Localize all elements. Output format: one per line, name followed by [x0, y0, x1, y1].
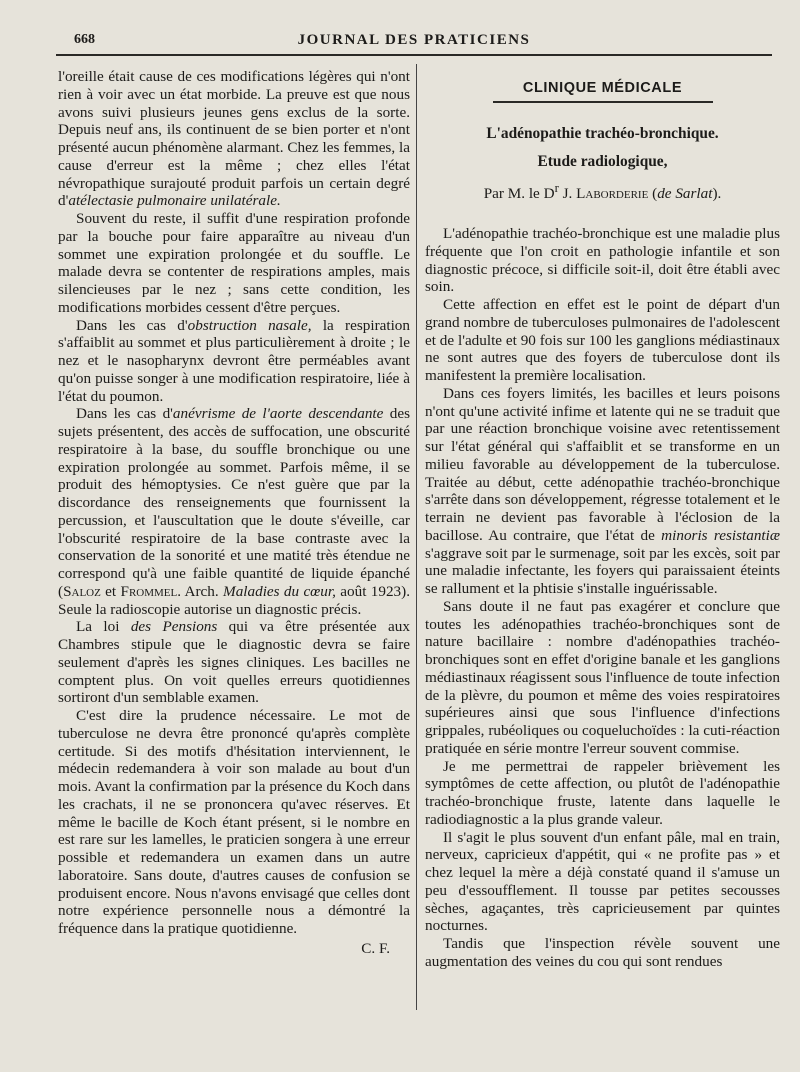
paragraph: La loi des Pensions qui va être présentée aux Chambres stipule que le diagnostic devra se faire seulement d'après les signes cliniques. Les bacilles ne comptent plus. On voit quelles erreurs quotidiennes sortiront d'un semblable examen. — [58, 618, 410, 707]
byline: Par M. le $D^r$ J. Laborderie (de Sarlat). — [483, 181, 722, 203]
running-title: JOURNAL DES PRATICIENS — [297, 32, 531, 48]
column-divider — [416, 64, 417, 1010]
paragraph: Sans doute il ne faut pas exagérer et conclure que toutes les adénopathies trachéo-bronchiques sont de nature bacillaire : nombre d'adénopathies trachéo-bronchiques sont en effet d'origine banale et les ganglions médiastinaux réagissent sous l'influence de toute infection de la plèvre, du poumon et même des voies respiratoires supérieures ainsi que sous l'influence d'infections grippales, rubéoliques ou coqueluchoïdes : la cuti-réaction pratiquée en série montre l'erreur souvent commise. — [425, 597, 780, 757]
paragraph: Tandis que l'inspection révèle souvent une augmentation des veines du cou qui sont rendues — [425, 935, 780, 970]
article-title: L'adénopathie trachéo-bronchique. — [486, 124, 719, 142]
paragraph: L'adénopathie trachéo-bronchique est une maladie plus fréquente que l'on croit en pathologie infantile et son diagnostic précoce, si difficile soit-il, doit être établi avec soin. — [425, 225, 780, 296]
left-column — [58, 68, 410, 1072]
paragraph: Dans ces foyers limités, les bacilles et leurs poisons n'ont qu'une activité infime et latente qui ne se traduit que par une réaction bronchique voisine avec retentissement sur l'état général qui s'affaiblit et se transforme en un milieu favorable au développement de la tuberculose. Traitée au début, cette adénopathie trachéo-bronchique s'arrête dans son développement, régresse totalement et le terrain ne devient pas favorable à l'éclosion de la bacillose. Au contraire, que l'état de minoris resistantiæ s'aggrave soit par le surmenage, soit par les excès, soit par une maladie infectante, les foyers qui paraissaient éteints se rallument et la phtisie s'installe inguérissable. — [425, 384, 780, 598]
section-title: CLINIQUE MÉDICALE — [493, 78, 713, 103]
paragraph: Cette affection en effet est le point de départ d'un grand nombre de tuberculoses pulmonaires de l'adolescent et de l'adulte et 90 fois sur 100 les ganglions médiastinaux ne sont autres que des foyers de tuberculose dont ils manifestent la première localisation. — [425, 296, 780, 385]
article-subtitle: Etude radiologique, — [537, 152, 668, 170]
paragraph: Dans les cas d'anévrisme de l'aorte descendante des sujets présentent, des accès de suffocation, une obscurité respiratoire à la base, du souffle bronchique ou une expiration prolongée au sommet. Parfois même, il se produit des hémoptysies. Ce n'est guère que par la discordance des renseignements que fournissent la percussion, et l'auscultation que le doute s'éveille, car l'obscurité respiratoire de la base contraste avec la conservation de la sonorité et une matité très étendue ne correspond qu'à une faible quantité de liquide épanché (Saloz et Frommel. Arch. Maladies du cœur, août 1923). Seule la radioscopie autorise un diagnostic précis. — [58, 405, 411, 618]
paragraph: C'est dire la prudence nécessaire. Le mot de tuberculose ne devra être prononcé qu'après complète certitude. Si des motifs d'hésitation interviennent, le médecin redemandera à voir son malade au bout d'un mois. Avant la confirmation par la présence du Koch dans les crachats, il ne se prononcera qu'avec réserves. Et même le bacille de Koch étant présent, si le nombre en est rare sur les lamelles, le praticien songera à une erreur possible et redemandera un examen dans un autre laboratoire. Sans doute, d'autres causes de confusion se produisent encore. Nous n'avons envisagé que celles dont notre expérience personnelle nous a démontré la fréquence dans la pratique quotidienne. — [58, 707, 410, 937]
signature: C. F. — [361, 939, 390, 957]
paragraph: Il s'agit le plus souvent d'un enfant pâle, mal en train, nerveux, capricieux d'appétit, qui « ne profite pas » et chez lequel la mère a déjà constaté quand il s'amuse un peu d'essoufflement. Il tousse par petites secousses sèches, agaçantes, très capricieusement par quintes nocturnes. — [425, 828, 780, 935]
paragraph: Souvent du reste, il suffit d'une respiration profonde par la bouche pour faire apparaître au niveau d'un sommet une expiration prolongée et du souffle. Le malade devra se contenter de respirations amples, mais silencieuses par le nez ; sans cette condition, les modifications morbides cessent d'être perçues. — [58, 210, 410, 316]
paragraph: Dans les cas d'obstruction nasale, la respiration s'affaiblit au sommet et plus particulièrement à droite ; le nez et le nasopharynx devront être perméables avant qu'on puisse songer à une modification respiratoire, liée à l'état du poumon. — [58, 316, 410, 405]
paragraph: Je me permettrai de rappeler brièvement les symptômes de cette affection, ou plutôt de l'adénopathie trachéo-bronchique fruste, latente dans laquelle le radiodiagnostic a la plus grande valeur. — [425, 757, 780, 828]
right-column — [425, 68, 780, 1072]
page-header — [56, 30, 772, 56]
page-number: 668 — [74, 32, 95, 47]
paragraph: l'oreille était cause de ces modifications légères qui n'ont rien à voir avec un état morbide. La preuve est que nous avons suivi plusieurs jeunes gens exclus de la sorte. Depuis neuf ans, ils continuent de se bien porter et n'ont présenté aucun phénomène alarmant. Chez les femmes, la cause d'erreur est la même ; chez elles l'état névropathique surajouté produit parfois un certain degré d'atélectasie pulmonaire unilatérale. — [58, 68, 410, 210]
